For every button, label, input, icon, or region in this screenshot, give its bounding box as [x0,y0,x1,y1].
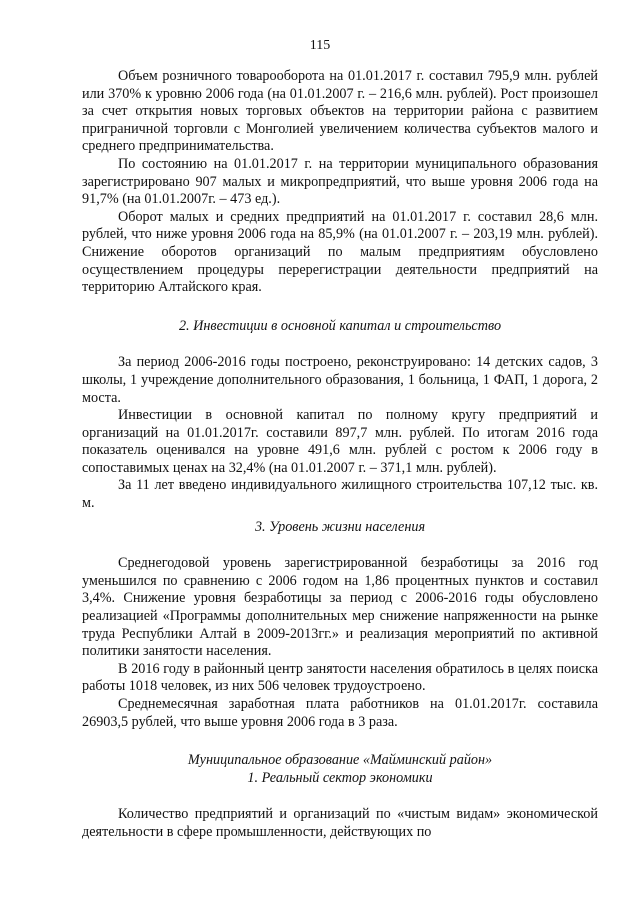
section-heading-municipality: Муниципальное образование «Майминский район» [187,752,493,769]
paragraph-small-enterprises: По состоянию на 01.01.2017 г. на территории муниципального образования зарегистрировано 907 малых и микропредприятий, что выше уровня 2006 года на 91,7% (на 01.01.2007г. – 473 ед.). [82,155,598,208]
page-number: 115 [309,38,331,53]
paragraph-employment-center: В 2016 году в районный центр занятости населения обратилось в целях поиска работы 1018 человек, из них 506 человек трудоустроено. [82,660,598,695]
section-heading-real-sector: 1. Реальный сектор экономики [247,769,433,786]
document-body [82,68,598,842]
paragraph-fixed-capital-investment: Инвестиции в основной капитал по полному кругу предприятий и организаций на 01.01.2017г. составили 897,7 млн. рублей. По итогам 2016 года показатель оценивался на уровне 491,6 млн. рублей с ростом к 2006 году в сопоставимых ценах на 32,4% (на 01.01.2007 г. – 371,1 млн. рублей). [82,407,598,476]
paragraph-construction: За период 2006-2016 годы построено, реконструировано: 14 детских садов, 3 школы, 1 учреждение дополнительного образования, 1 больница, 1 ФАП, 1 дорога, 2 моста. [82,354,598,406]
paragraph-retail-turnover: Объем розничного товарооборота на 01.01.2017 г. составил 795,9 млн. рублей или 370% к уровню 2006 года (на 01.01.2007 г. – 216,6 млн. рублей). Рост произошел за счет открытия новых торговых объектов на территории района с развитием приграничной торговли с Монголией увеличением количества субъектов малого и среднего предпринимательства. [82,68,598,155]
section-heading-investments: 2. Инвестиции в основной капитал и строительство [178,317,502,334]
paragraph-housing-construction: За 11 лет введено индивидуального жилищного строительства 107,12 тыс. кв. м. [82,477,598,512]
paragraph-unemployment: Среднегодовой уровень зарегистрированной безработицы за 2016 год уменьшился по сравнению с 2006 годом на 1,86 процентных пунктов и составил 3,4%. Снижение уровня безработицы за период с 2006-2016 годы обусловлено реализацией «Программы дополнительных мер снижение напряженности на рынке труда Республики Алтай в 2009-2013гг.» и реализация мероприятий по активной политики занятости населения. [82,555,598,660]
paragraph-average-salary: Среднемесячная заработная плата работников на 01.01.2017г. составила 26903,5 рублей, что выше уровня 2006 года в 3 раза. [82,696,598,730]
paragraph-small-medium-turnover: Оборот малых и средних предприятий на 01.01.2017 г. составил 28,6 млн. рублей, что ниже уровня 2006 года на 85,9% (на 01.01.2007 г. – 203,19 млн. рублей). Снижение оборотов организаций по малым предприятиям обусловлено осуществлением процедуры перерегистрации деятельности предприятий на территорию Алтайского края. [82,208,598,296]
section-heading-living-standards: 3. Уровень жизни населения [254,518,426,535]
paragraph-enterprises-count: Количество предприятий и организаций по «чистым видам» экономической деятельности в сфере промышленности, действующих по [82,806,598,840]
